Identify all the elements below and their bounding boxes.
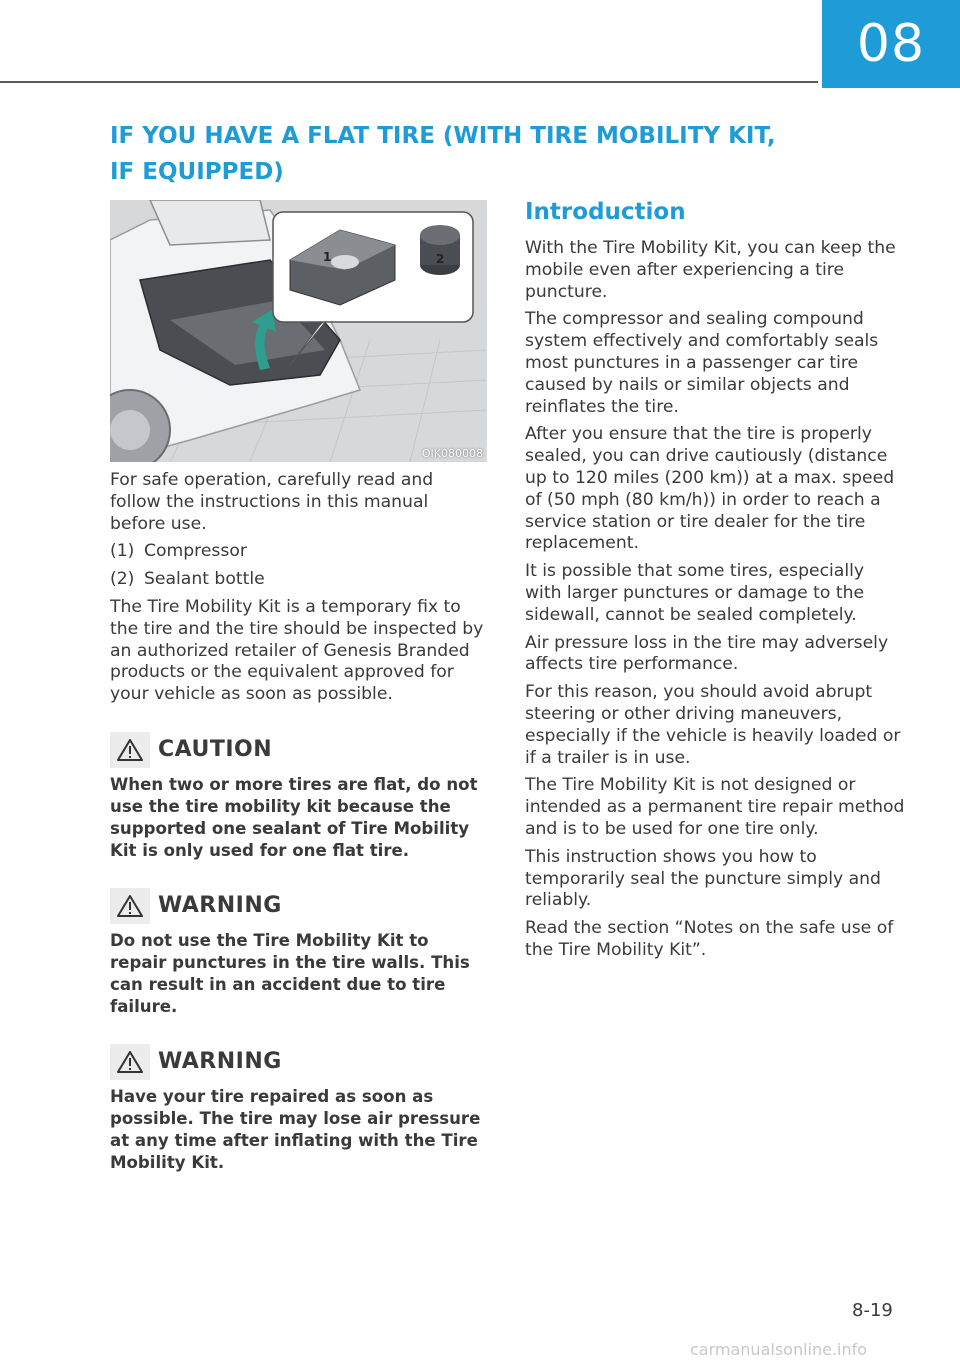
callout-2-label: 2 <box>436 252 445 266</box>
paragraph: For this reason, you should avoid abrupt steering or other driving maneuvers, especially if the vehicle is heavily loaded or if a trailer is in use. <box>525 682 901 768</box>
paragraph: Read the section “Notes on the safe use of the Tire Mobility Kit”. <box>525 918 894 960</box>
paragraph: The compressor and sealing compound system effectively and comfortably seals most punctures in a passenger car tire caused by nails or similar objects and reinflates the tire. <box>525 309 879 417</box>
list-item-label: Compressor <box>144 541 247 562</box>
notice-text: When two or more tires are flat, do not use the tire mobility kit because the supported one sealant of Tire Mobility Kit is only used for one flat tire. <box>110 774 478 860</box>
callout-1-label: 1 <box>323 250 332 264</box>
temporary-fix-text: The Tire Mobility Kit is a temporary fix to the tire and the tire should be inspected by an authorized retailer of Genesis Branded products or the equivalent approved for your vehicle as soon as possible. <box>110 596 484 705</box>
warning-triangle-icon <box>110 888 150 924</box>
notice-text: Have your tire repaired as soon as possible. The tire may lose air pressure at any time after inflating with the Tire Mobility Kit. <box>110 1086 481 1172</box>
paragraph: This instruction shows you how to temporarily seal the puncture simply and reliably. <box>525 846 881 911</box>
header-rule <box>0 81 818 83</box>
warning-notice <box>110 1044 488 1174</box>
trunk-illustration-svg <box>110 200 487 462</box>
notice-title: WARNING <box>158 1049 282 1075</box>
notice-header <box>110 1044 488 1080</box>
list-item <box>110 569 488 591</box>
paragraph: After you ensure that the tire is properly sealed, you can drive cautiously (distance up to 120 miles (200 km)) at a max. speed of (50 mph (80 km/h)) in order to reach a service station or tire dealer for the tire replacement. <box>525 424 895 554</box>
list-item-number: (2) <box>110 569 135 590</box>
notice-header <box>110 732 488 768</box>
watermark: carmanualsonline.info <box>690 1340 868 1359</box>
section-title-line-1: IF YOU HAVE A FLAT TIRE (WITH TIRE MOBILITY KIT, <box>110 123 776 149</box>
section-title-line-2: IF EQUIPPED) <box>110 159 284 185</box>
notice-text: Do not use the Tire Mobility Kit to repair punctures in the tire walls. This can result in an accident due to tire failure. <box>110 930 470 1016</box>
warning-triangle-icon <box>110 732 150 768</box>
paragraph: With the Tire Mobility Kit, you can keep the mobile even after experiencing a tire puncture. <box>525 238 896 302</box>
warning-triangle-icon <box>110 1044 150 1080</box>
section-title <box>110 118 810 190</box>
paragraph: It is possible that some tires, especially with larger punctures or damage to the sidewall, cannot be sealed completely. <box>525 561 865 625</box>
notice-header <box>110 888 488 924</box>
trunk-illustration <box>110 200 487 462</box>
list-item <box>110 541 488 563</box>
right-column <box>525 196 905 968</box>
caution-notice <box>110 732 488 862</box>
warning-notice <box>110 888 488 1018</box>
page-number: 8-19 <box>852 1300 893 1321</box>
intro-text: For safe operation, carefully read and follow the instructions in this manual before use. <box>110 470 434 534</box>
introduction-heading: Introduction <box>525 199 686 225</box>
notice-title: WARNING <box>158 893 282 919</box>
left-column <box>110 470 488 1174</box>
figure-code: OIK080008 <box>421 447 483 460</box>
chapter-tab: 08 <box>822 0 960 88</box>
paragraph: Air pressure loss in the tire may adversely affects tire performance. <box>525 632 889 675</box>
list-item-number: (1) <box>110 541 135 562</box>
paragraph: The Tire Mobility Kit is not designed or intended as a permanent tire repair method and is to be used for one tire only. <box>525 775 905 839</box>
notice-title: CAUTION <box>158 737 273 763</box>
list-item-label: Sealant bottle <box>144 569 265 590</box>
